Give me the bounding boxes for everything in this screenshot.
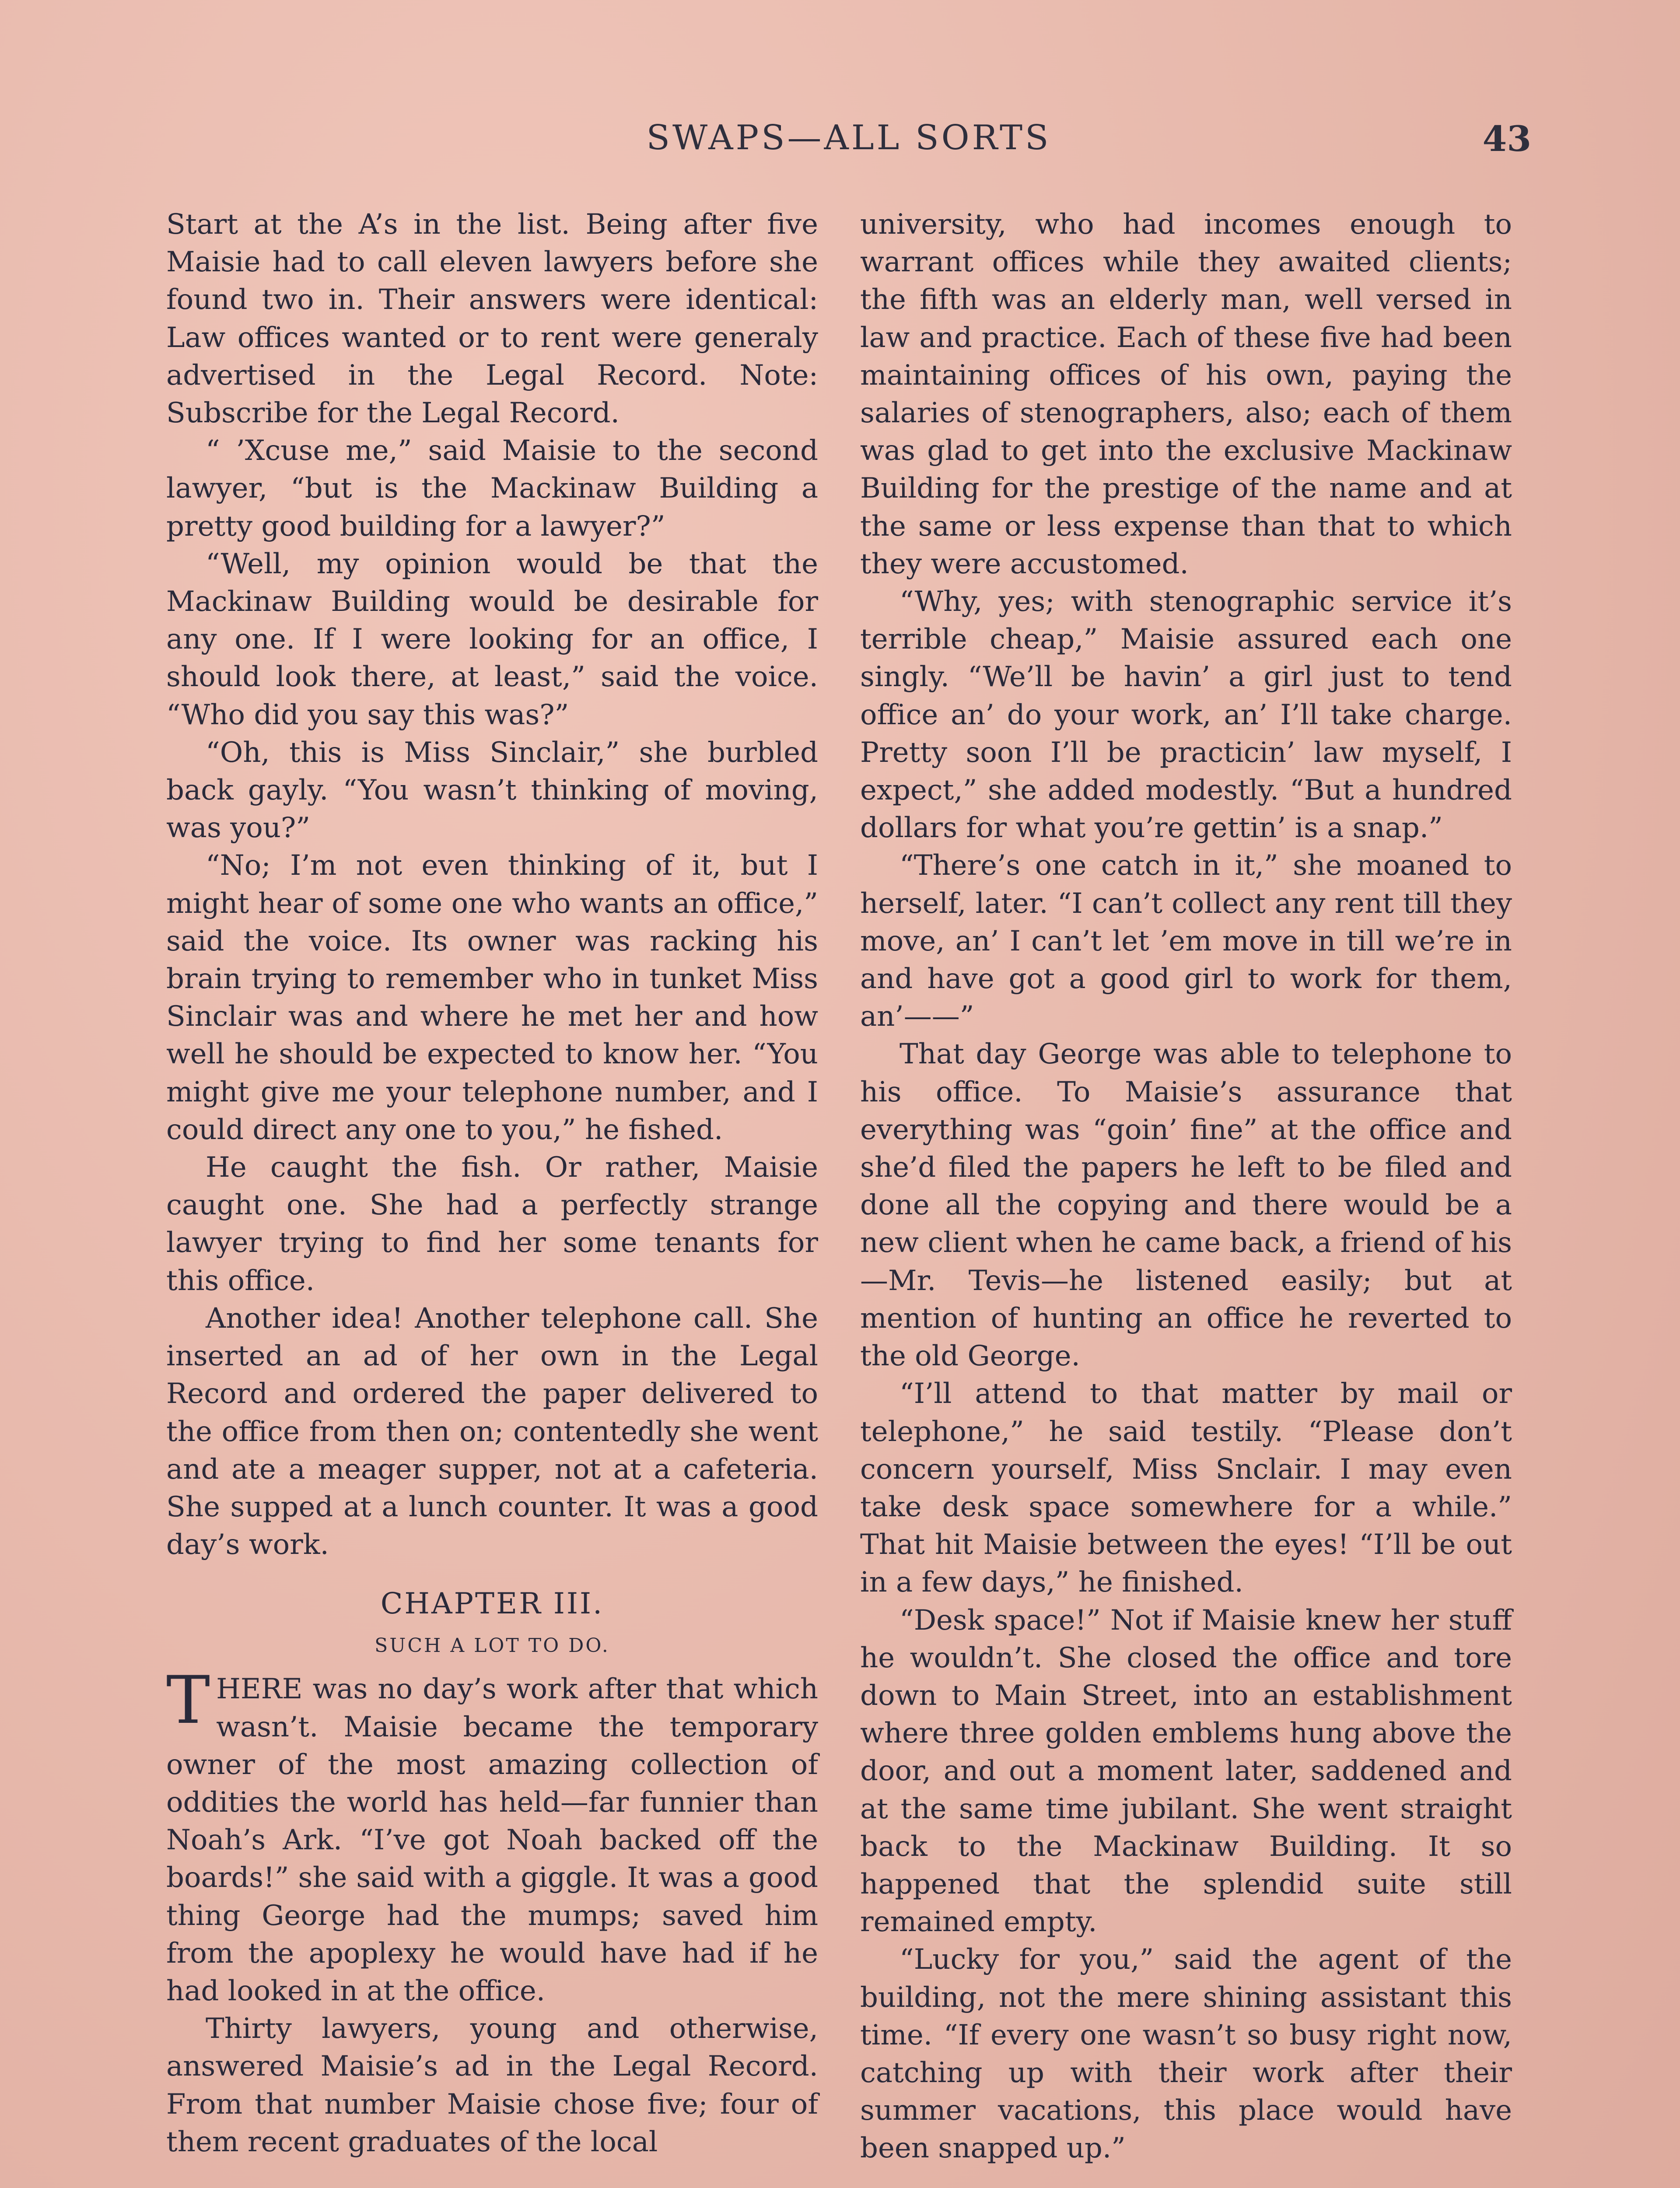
paragraph: That day George was able to telephone to his office. To Maisie’s assurance that everything was “goin’ fine” at the office and she’d filed the papers he left to be filed and done all the copying and there would be a new client when he came back, a friend of his—Mr. Tevis—he listened easily; but at mention of hunting an office he reverted to the old George. <box>860 1038 1512 1373</box>
paragraph: “Lucky for you,” said the agent of the building, not the mere shining assistant this time. “If every one wasn’t so busy right now, catching up with their work after their summer vacations, this place would have been snapped up.” <box>860 1943 1512 2165</box>
running-title: SWAPS—ALL SORTS <box>646 118 1051 158</box>
paragraph: “Why, yes; with stenographic service it’s terrible cheap,” Maisie assured each one singly. “We’ll be havin’ a girl just to tend office an’ do your work, an’ I’ll take charge. Pretty soon I’ll be practicin’ law myself, I expect,” she added modestly. “But a hundred dollars for what you’re gettin’ is a snap.” <box>860 586 1512 845</box>
chapter-opening-paragraph <box>166 1662 818 2010</box>
paragraph: Thirty lawyers, young and otherwise, answered Maisie’s ad in the Legal Record. From that number Maisie chose five; four of them recent graduates of the local <box>166 2013 818 2158</box>
paragraph: He caught the fish. Or rather, Maisie caught one. She had a perfectly strange lawyer trying to find her some tenants for this office. <box>166 1151 818 1297</box>
page-number: 43 <box>1482 118 1531 159</box>
drop-cap: T <box>166 1662 210 1739</box>
page-header <box>166 118 1531 179</box>
right-column <box>860 206 1512 2167</box>
paragraph: “ ’Xcuse me,” said Maisie to the second lawyer, “but is the Mackinaw Building a pretty good building for a lawyer?” <box>166 435 818 543</box>
paragraph: university, who had incomes enough to warrant offices while they awaited clients; the fifth was an elderly man, well versed in law and practice. Each of these five had been maintaining offices of his own, paying the salaries of stenographers, also; each of them was glad to get into the exclusive Mackinaw Building for the prestige of the name and at the same or less expense than that to which they were accustomed. <box>860 208 1512 580</box>
paragraph: “There’s one catch in it,” she moaned to herself, later. “I can’t collect any rent till they move, an’ I can’t let ’em move in till we’re in and have got a good girl to work for them, an’——” <box>860 849 1512 1033</box>
left-column <box>166 206 818 2161</box>
chapter-opening-text: HERE was no day’s work after that which wasn’t. Maisie became the temporary owner of the most amazing collection of oddities the world has held—far funnier than Noah’s Ark. “I’ve got Noah backed off the boards!” she said with a giggle. It was a good thing George had the mumps; saved him from the apoplexy he would have had if he had looked in at the office. <box>166 1673 818 2007</box>
paragraph: “I’ll attend to that matter by mail or telephone,” he said testily. “Please don’t concern yourself, Miss Snclair. I may even take desk space somewhere for a while.” That hit Maisie between the eyes! “I’ll be out in a few days,” he finished. <box>860 1378 1512 1599</box>
chapter-title: CHAPTER III. <box>380 1587 604 1621</box>
paragraph: Another idea! Another telephone call. She inserted an ad of her own in the Legal Record and ordered the paper delivered to the office from then on; contentedly she went and ate a meager supper, not at a cafeteria. She supped at a lunch counter. It was a good day’s work. <box>166 1302 818 1561</box>
paragraph: Start at the A’s in the list. Being after five Maisie had to call eleven lawyers before she found two in. Their answers were identical: Law offices wanted or to rent were generaly advertised in the Legal Record. Note: Subscribe for the Legal Record. <box>166 208 818 430</box>
paragraph: “Well, my opinion would be that the Mackinaw Building would be desirable for any one. If I were looking for an office, I should look there, at least,” said the voice. “Who did you say this was?” <box>166 547 818 731</box>
paragraph: “Desk space!” Not if Maisie knew her stuff he wouldn’t. She closed the office and tore down to Main Street, into an establishment where three golden emblems hung above the door, and out a moment later, saddened and at the same time jubilant. She went straight back to the Mackinaw Building. It so happened that the splendid suite still remained empty. <box>860 1604 1512 1939</box>
paragraph: “Oh, this is Miss Sinclair,” she burbled back gayly. “You wasn’t thinking of moving, was you?” <box>166 736 818 845</box>
paragraph: “No; I’m not even thinking of it, but I might hear of some one who wants an office,” said the voice. Its owner was racking his brain trying to remember who in tunket Miss Sinclair was and where he met her and how well he should be expected to know her. “You might give me your telephone number, and I could direct any one to you,” he fished. <box>166 849 818 1146</box>
chapter-subtitle: SUCH A LOT TO DO. <box>374 1634 610 1657</box>
